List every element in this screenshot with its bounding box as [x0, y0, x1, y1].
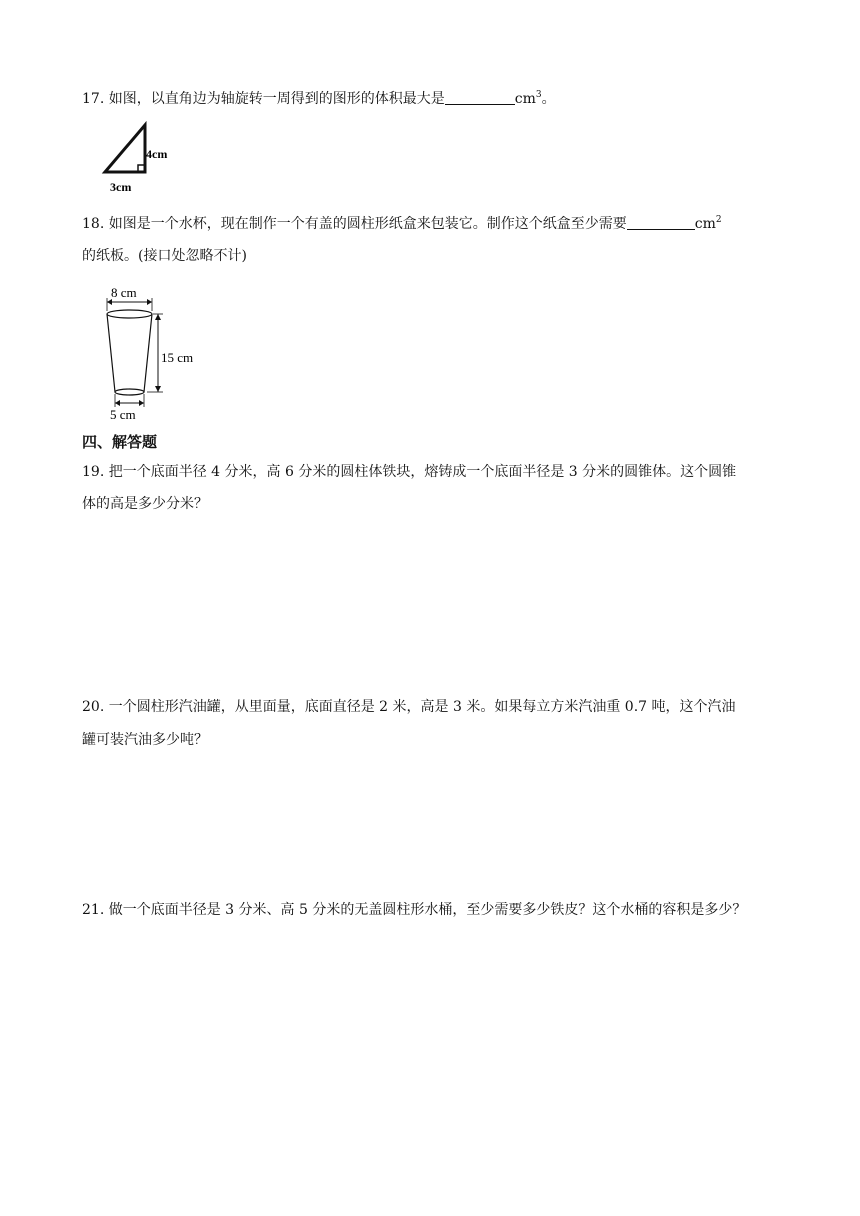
punctuation: 。 [541, 91, 556, 107]
question-18-line2: 的纸板。(接口处忽略不计) [82, 248, 247, 264]
question-text: . 一个圆柱形汽油罐，从里面量，底面直径是 2 米，高是 3 米。如果每立方米汽油重 0.7 吨，这个汽油 [99, 699, 736, 715]
question-number: 18 [82, 216, 100, 232]
question-number: 20 [82, 699, 100, 715]
answer-blank[interactable] [445, 90, 515, 105]
bottom-diameter-label: 5 cm [110, 407, 136, 422]
question-20-line2: 罐可装汽油多少吨？ [82, 732, 208, 748]
cup-figure [95, 284, 235, 424]
height-label: 15 cm [161, 350, 194, 365]
question-text: . 把一个底面半径 4 分米，高 6 分米的圆柱体铁块，熔铸成一个底面半径是 3 分米的圆锥体。这个圆锥 [99, 464, 737, 480]
question-text: . 如图，以直角边为轴旋转一周得到的图形的体积最大是 [99, 91, 445, 107]
question-20-line1 [82, 697, 736, 717]
right-triangle-figure [100, 120, 190, 195]
question-19-line1 [82, 462, 736, 482]
question-18-line1 [82, 214, 722, 234]
unit-exponent: 2 [715, 215, 722, 225]
top-diameter-label: 8 cm [111, 285, 137, 300]
section-heading: 四、解答题 [82, 433, 158, 451]
horizontal-leg-label: 3cm [110, 180, 132, 194]
question-number: 21 [82, 902, 100, 918]
question-19-line2: 体的高是多少分米？ [82, 496, 208, 512]
question-text: . 做一个底面半径是 3 分米、高 5 分米的无盖圆柱形水桶，至少需要多少铁皮？这个水桶的容积是多少？ [99, 902, 747, 918]
unit: cm [694, 216, 716, 232]
answer-blank[interactable] [627, 215, 695, 230]
unit-exponent: 3 [535, 90, 542, 100]
question-17 [82, 89, 556, 109]
question-text: . 如图是一个水杯，现在制作一个有盖的圆柱形纸盒来包装它。制作这个纸盒至少需要 [99, 216, 627, 232]
unit: cm [514, 91, 536, 107]
vertical-leg-label: 4cm [146, 147, 168, 161]
question-number: 17 [82, 91, 100, 107]
question-21-line1 [82, 900, 746, 920]
question-number: 19 [82, 464, 100, 480]
